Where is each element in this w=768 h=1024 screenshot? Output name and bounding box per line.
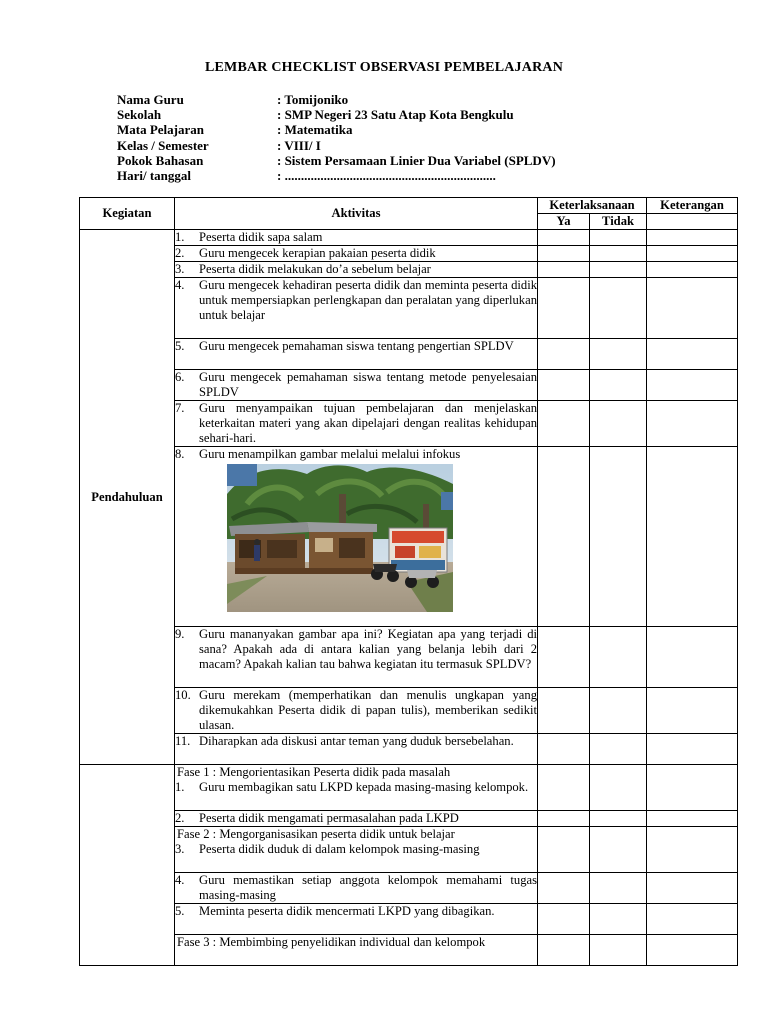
- phase-1-title: Fase 1 : Mengorientasikan Peserta didik pada masalah: [177, 765, 451, 779]
- check-tidak[interactable]: [590, 262, 647, 278]
- item-text: Guru menyampaikan tujuan pembelajaran dan menjelaskan keterkaitan materi yang akan dipelajari dengan realitas kehidupan sehari-hari.: [199, 401, 537, 445]
- item-number: 3.: [175, 262, 185, 276]
- check-ya[interactable]: [538, 401, 590, 447]
- check-tidak[interactable]: [590, 811, 647, 827]
- check-tidak[interactable]: [590, 688, 647, 734]
- keterangan-cell[interactable]: [647, 339, 738, 370]
- activity-row: [175, 370, 538, 401]
- activity-row: [175, 401, 538, 447]
- keterangan-cell[interactable]: [647, 688, 738, 734]
- item-text: Guru mengecek kerapian pakaian peserta didik: [199, 246, 436, 260]
- check-tidak[interactable]: [590, 339, 647, 370]
- activity-row: [175, 734, 538, 765]
- check-tidak[interactable]: [590, 827, 647, 873]
- activity-row: [175, 765, 538, 811]
- info-label: Mata Pelajaran: [117, 122, 205, 138]
- item-number: 2.: [175, 811, 185, 825]
- check-ya[interactable]: [538, 935, 590, 966]
- activity-row: [175, 278, 538, 339]
- check-ya[interactable]: [538, 811, 590, 827]
- activity-row: [175, 811, 538, 827]
- activity-row: [175, 230, 538, 246]
- info-value: : Tomijoniko: [277, 92, 349, 107]
- item-number: 2.: [175, 246, 185, 260]
- keterangan-cell[interactable]: [647, 627, 738, 688]
- kegiatan-pendahuluan: Pendahuluan: [80, 230, 175, 765]
- info-value: : SMP Negeri 23 Satu Atap Kota Bengkulu: [277, 107, 514, 123]
- info-value: : Sistem Persamaan Linier Dua Variabel (SPLDV): [277, 152, 556, 168]
- info-label: Kelas / Semester: [117, 137, 209, 153]
- item-text: Guru mengecek pemahaman siswa tentang pengertian SPLDV: [199, 339, 514, 353]
- check-tidak[interactable]: [590, 246, 647, 262]
- activity-row: [175, 447, 538, 627]
- check-tidak[interactable]: [590, 278, 647, 339]
- activity-row: [175, 262, 538, 278]
- keterangan-cell[interactable]: [647, 401, 738, 447]
- phase-2-title: Fase 2 : Mengorganisasikan peserta didik untuk belajar: [177, 827, 455, 841]
- check-ya[interactable]: [538, 339, 590, 370]
- header-kegiatan: Kegiatan: [80, 198, 175, 230]
- keterangan-cell[interactable]: [647, 447, 738, 627]
- info-value: : Matematika: [277, 122, 353, 138]
- item-number: 7.: [175, 401, 185, 415]
- check-ya[interactable]: [538, 278, 590, 339]
- item-number: 3.: [175, 842, 185, 856]
- check-ya[interactable]: [538, 246, 590, 262]
- check-tidak[interactable]: [590, 627, 647, 688]
- item-text: Peserta didik mengamati permasalahan pada LKPD: [199, 811, 459, 825]
- check-ya[interactable]: [538, 904, 590, 935]
- item-text: Peserta didik duduk di dalam kelompok masing-masing: [199, 842, 480, 856]
- item-number: 10.: [175, 688, 191, 702]
- kegiatan-inti: [80, 765, 175, 966]
- activity-row: [175, 873, 538, 904]
- check-ya[interactable]: [538, 765, 590, 811]
- header-keterlaksanaan: Keterlaksanaan: [538, 198, 647, 214]
- item-text: Guru membagikan satu LKPD kepada masing-masing kelompok.: [199, 780, 529, 794]
- item-text: Guru memastikan setiap anggota kelompok memahami tugas masing-masing: [199, 873, 537, 902]
- check-tidak[interactable]: [590, 765, 647, 811]
- check-ya[interactable]: [538, 873, 590, 904]
- document-title: LEMBAR CHECKLIST OBSERVASI PEMBELAJARAN: [204, 60, 564, 75]
- activity-row: [175, 904, 538, 935]
- check-ya[interactable]: [538, 447, 590, 627]
- check-tidak[interactable]: [590, 904, 647, 935]
- item-number: 4.: [175, 278, 185, 292]
- item-text: Diharapkan ada diskusi antar teman yang duduk bersebelahan.: [199, 734, 514, 748]
- info-label: Sekolah: [117, 107, 162, 123]
- check-ya[interactable]: [538, 230, 590, 246]
- activity-row: [175, 827, 538, 873]
- check-tidak[interactable]: [590, 734, 647, 765]
- activity-row: [175, 688, 538, 734]
- keterangan-cell[interactable]: [647, 935, 738, 966]
- info-row-hari-tanggal: [117, 168, 556, 183]
- item-text: Guru mengecek pemahaman siswa tentang metode penyelesaian SPLDV: [199, 370, 537, 399]
- check-tidak[interactable]: [590, 873, 647, 904]
- item-number: 4.: [175, 873, 185, 887]
- item-text: Meminta peserta didik mencermati LKPD yang dibagikan.: [199, 904, 495, 918]
- item-number: 8.: [175, 447, 185, 461]
- activity-row: [175, 935, 538, 966]
- activity-row: [175, 627, 538, 688]
- item-text: Peserta didik sapa salam: [199, 230, 323, 244]
- item-text: Guru mengecek kehadiran peserta didik dan meminta peserta didik untuk mempersiapkan perlengkapan dan peralatan yang diperlukan untuk belajar: [199, 278, 537, 322]
- info-row-kelas-semester: [117, 138, 556, 153]
- header-keterangan: Keterangan: [647, 198, 738, 214]
- header-tidak: Tidak: [590, 214, 647, 230]
- info-value: : .................................................................: [277, 168, 496, 184]
- item-number: 1.: [175, 780, 185, 794]
- identity-block: [117, 92, 556, 183]
- keterangan-cell[interactable]: [647, 278, 738, 339]
- info-row-pokok-bahasan: [117, 153, 556, 168]
- check-ya[interactable]: [538, 627, 590, 688]
- keterangan-cell[interactable]: [647, 765, 738, 811]
- item-number: 9.: [175, 627, 185, 641]
- info-label: Nama Guru: [117, 92, 184, 107]
- activity-row: [175, 246, 538, 262]
- check-tidak[interactable]: [590, 447, 647, 627]
- keterangan-cell[interactable]: [647, 827, 738, 873]
- item-number: 6.: [175, 370, 185, 384]
- info-row-mata-pelajaran: [117, 122, 556, 137]
- info-label: Hari/ tanggal: [117, 168, 192, 184]
- photo-image: [227, 464, 453, 612]
- check-ya[interactable]: [538, 370, 590, 401]
- check-ya[interactable]: [538, 734, 590, 765]
- keterangan-cell[interactable]: [647, 873, 738, 904]
- activity-row: [175, 339, 538, 370]
- keterangan-cell[interactable]: [647, 904, 738, 935]
- info-row-sekolah: [117, 107, 556, 122]
- info-row-nama-guru: [117, 92, 556, 107]
- keterangan-cell[interactable]: [647, 734, 738, 765]
- keterangan-cell[interactable]: [647, 262, 738, 278]
- phase-3-title: Fase 3 : Membimbing penyelidikan individual dan kelompok: [177, 935, 486, 949]
- info-label: Pokok Bahasan: [117, 152, 204, 168]
- check-tidak[interactable]: [590, 401, 647, 447]
- item-text: Guru menampilkan gambar melalui melalui infokus: [199, 447, 461, 461]
- item-number: 11.: [175, 734, 191, 748]
- check-tidak[interactable]: [590, 230, 647, 246]
- keterangan-cell[interactable]: [647, 370, 738, 401]
- item-number: 5.: [175, 339, 185, 353]
- check-ya[interactable]: [538, 262, 590, 278]
- item-text: Guru merekam (memperhatikan dan menulis ungkapan yang dikemukahkan Peserta didik di papan tulis), memberikan sedikit ulasan.: [199, 688, 537, 732]
- item-number: 1.: [175, 230, 185, 244]
- info-value: : VIII/ I: [277, 137, 321, 153]
- check-ya[interactable]: [538, 827, 590, 873]
- check-tidak[interactable]: [590, 370, 647, 401]
- header-ya: Ya: [538, 214, 590, 230]
- keterangan-cell[interactable]: [647, 246, 738, 262]
- market-stall-photo: [175, 462, 537, 622]
- item-text: Guru mananyakan gambar apa ini? Kegiatan apa yang terjadi di sana? Apakah ada di antara kalian yang belanja lebih dari 2 macam? Apakah kalian tau bahwa kegiatan itu termasuk SPLDV?: [199, 627, 537, 671]
- observation-table: [79, 197, 738, 966]
- keterangan-cell[interactable]: [647, 811, 738, 827]
- item-text: Peserta didik melakukan do’a sebelum belajar: [199, 262, 431, 276]
- check-tidak[interactable]: [590, 935, 647, 966]
- keterangan-cell[interactable]: [647, 230, 738, 246]
- header-aktivitas: Aktivitas: [175, 198, 538, 230]
- check-ya[interactable]: [538, 688, 590, 734]
- item-number: 5.: [175, 904, 185, 918]
- header-keterangan-blank: [647, 214, 738, 230]
